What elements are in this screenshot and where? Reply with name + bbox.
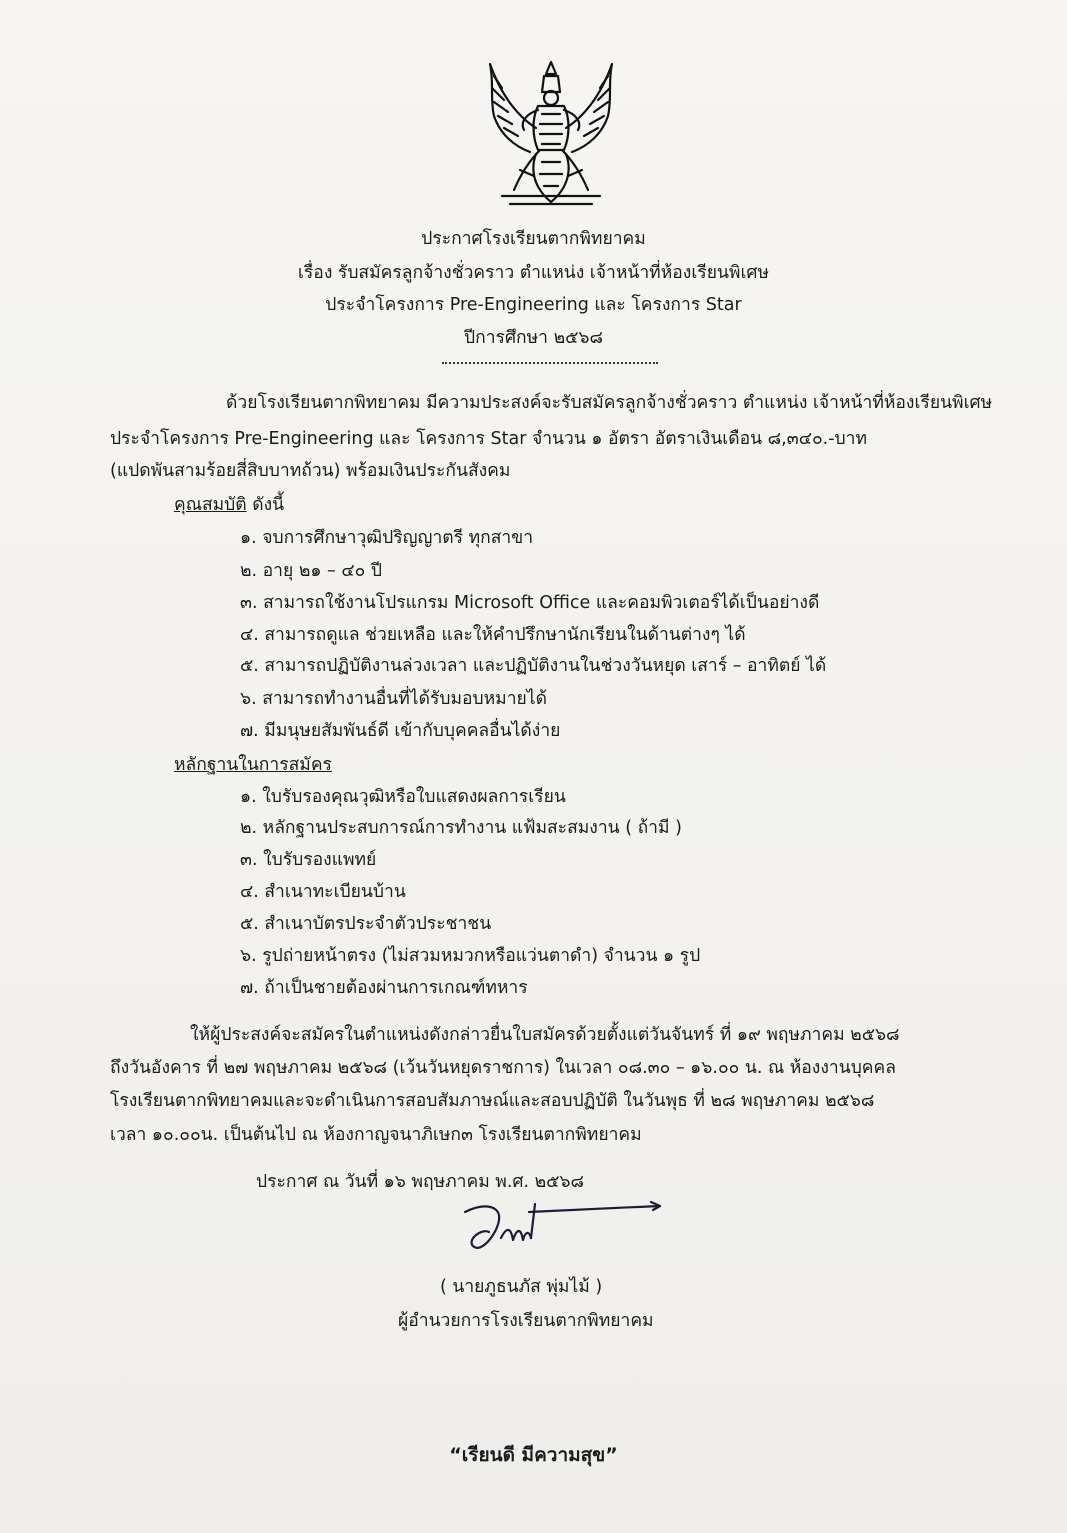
document-item: ๔. สำเนาทะเบียนบ้าน bbox=[240, 882, 406, 902]
announce-date: ประกาศ ณ วันที่ ๑๖ พฤษภาคม พ.ศ. ๒๕๖๘ bbox=[256, 1172, 585, 1192]
school-motto: “เรียนดี มีความสุข” bbox=[449, 1444, 618, 1466]
document-item: ๖. รูปถ่ายหน้าตรง (ไม่สวมหมวกหรือแว่นตาดำ) จำนวน ๑ รูป bbox=[240, 946, 701, 966]
director-name: ( นายภูธนภัส พุ่มไม้ ) bbox=[440, 1277, 603, 1297]
qualification-item: ๕. สามารถปฏิบัติงานล่วงเวลา และปฏิบัติงานในช่วงวันหยุด เสาร์ – อาทิตย์ ได้ bbox=[240, 656, 827, 676]
director-position: ผู้อำนวยการโรงเรียนตากพิทยาคม bbox=[398, 1311, 654, 1331]
schedule-line-3: โรงเรียนตากพิทยาคมและจะดำเนินการสอบสัมภาษณ์และสอบปฏิบัติ ในวันพุธ ที่ ๒๘ พฤษภาคม ๒๕๖๘ bbox=[110, 1091, 875, 1111]
schedule-line-1: ให้ผู้ประสงค์จะสมัครในตำแหน่งดังกล่าวยื่นใบสมัครด้วยตั้งแต่วันจันทร์ ที่ ๑๙ พฤษภาคม ๒๕๖๘ bbox=[190, 1025, 900, 1045]
document-item: ๑. ใบรับรองคุณวุฒิหรือใบแสดงผลการเรียน bbox=[240, 787, 566, 807]
academic-year: ปีการศึกษา ๒๕๖๘ bbox=[464, 328, 603, 348]
qualification-item: ๓. สามารถใช้งานโปรแกรม Microsoft Office และคอมพิวเตอร์ได้เป็นอย่างดี bbox=[240, 593, 820, 613]
document-item: ๒. หลักฐานประสบการณ์การทำงาน แฟ้มสะสมงาน ( ถ้ามี ) bbox=[240, 818, 682, 838]
intro-line-2: ประจำโครงการ Pre-Engineering และ โครงการ Star จำนวน ๑ อัตรา อัตราเงินเดือน ๘,๓๔๐.-บาท bbox=[110, 429, 867, 449]
schedule-line-2: ถึงวันอังคาร ที่ ๒๗ พฤษภาคม ๒๕๖๘ (เว้นวันหยุดราชการ) ในเวลา ๐๘.๓๐ – ๑๖.๐๐ น. ณ ห้องงานบุคคล bbox=[110, 1058, 896, 1078]
intro-line-1: ด้วยโรงเรียนตากพิทยาคม มีความประสงค์จะรับสมัครลูกจ้างชั่วคราว ตำแหน่ง เจ้าหน้าที่ห้องเรียนพิเศษ bbox=[226, 393, 993, 413]
announcement-subject: เรื่อง รับสมัครลูกจ้างชั่วคราว ตำแหน่ง เจ้าหน้าที่ห้องเรียนพิเศษ bbox=[297, 263, 770, 283]
garuda-emblem-icon bbox=[480, 58, 622, 208]
qualification-item: ๒. อายุ ๒๑ – ๔๐ ปี bbox=[240, 561, 382, 581]
director-signature bbox=[455, 1198, 670, 1268]
document-item: ๕. สำเนาบัตรประจำตัวประชาชน bbox=[240, 914, 492, 934]
qualifications-heading-label: คุณสมบัติ bbox=[174, 495, 247, 515]
schedule-line-4: เวลา ๑๐.๐๐น. เป็นต้นไป ณ ห้องกาญจนาภิเษก๓ โรงเรียนตากพิทยาคม bbox=[110, 1125, 642, 1145]
document-item: ๓. ใบรับรองแพทย์ bbox=[240, 850, 377, 870]
qualification-item: ๑. จบการศึกษาวุฒิปริญญาตรี ทุกสาขา bbox=[240, 528, 534, 548]
announcement-title: ประกาศโรงเรียนตากพิทยาคม bbox=[421, 229, 646, 249]
announcement-project: ประจำโครงการ Pre-Engineering และ โครงการ Star bbox=[325, 295, 742, 315]
intro-line-3: (แปดพันสามร้อยสี่สิบบาทถ้วน) พร้อมเงินประกันสังคม bbox=[110, 461, 511, 481]
documents-heading: หลักฐานในการสมัคร bbox=[174, 755, 332, 775]
qualifications-heading-suffix: ดังนี้ bbox=[246, 495, 285, 515]
qualification-item: ๔. สามารถดูแล ช่วยเหลือ และให้คำปรึกษานักเรียนในด้านต่างๆ ได้ bbox=[240, 625, 746, 645]
qualification-item: ๖. สามารถทำงานอื่นที่ได้รับมอบหมายได้ bbox=[240, 689, 547, 709]
qualifications-heading bbox=[174, 490, 284, 518]
title-separator bbox=[442, 362, 658, 364]
document-item: ๗. ถ้าเป็นชายต้องผ่านการเกณฑ์ทหาร bbox=[240, 978, 528, 998]
qualification-item: ๗. มีมนุษยสัมพันธ์ดี เข้ากับบุคคลอื่นได้ง่าย bbox=[240, 721, 561, 741]
